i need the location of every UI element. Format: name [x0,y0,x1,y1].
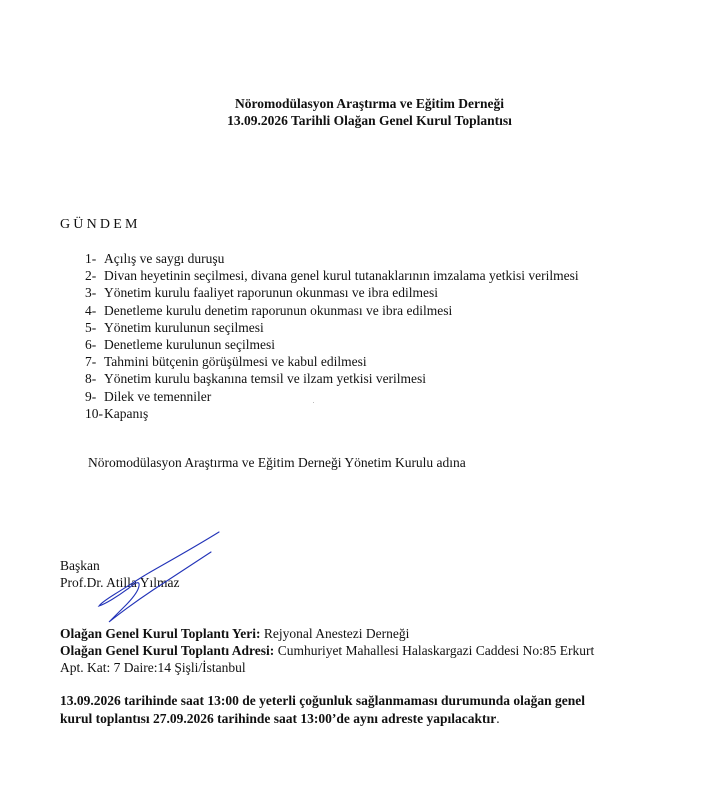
agenda-item [85,267,579,284]
agenda-item-text: Denetleme kurulu denetim raporunun okunması ve ibra edilmesi [104,302,453,318]
meeting-location-block [60,625,660,676]
signatory-name: Prof.Dr. Atilla Yılmaz [60,575,180,590]
meeting-address-label: Olağan Genel Kurul Toplantı Adresi: [60,643,275,658]
agenda-item-text: Kapanış [104,405,149,421]
quorum-notice-line2: kurul toplantısı 27.09.2026 tarihinde saat 13:00’de aynı adreste yapılacaktır [60,710,497,726]
agenda-item-number: 2- [85,268,97,284]
signatory-role: Başkan [60,558,100,573]
agenda-item-text: Yönetim kurulunun seçilmesi [104,319,264,335]
agenda-item [85,353,579,370]
quorum-notice [60,692,670,727]
agenda-item [85,405,579,422]
agenda-item [85,302,579,319]
agenda-item [85,336,579,353]
scan-speck [313,402,314,403]
agenda-item [85,250,579,267]
signature-stroke [99,532,219,622]
agenda-item-number: 3- [85,285,97,301]
agenda-item-text: Tahmini bütçenin görüşülmesi ve kabul edilmesi [104,354,367,370]
agenda-item-text: Dilek ve temenniler [104,388,212,404]
agenda-item [85,388,579,405]
agenda-item-number: 6- [85,336,97,352]
agenda-item [85,319,579,336]
board-signature-line: Nöromodülasyon Araştırma ve Eğitim Derneği Yönetim Kurulu adına [88,455,466,470]
agenda-item-text: Denetleme kurulunun seçilmesi [104,336,275,352]
agenda-item-number: 10- [85,405,103,421]
agenda-item [85,284,579,301]
agenda-item-number: 4- [85,302,97,318]
agenda-item-number: 1- [85,251,97,266]
agenda-item-number: 7- [85,354,97,370]
agenda-heading: GÜNDEM [60,217,141,232]
agenda-item-text: Yönetim kurulu başkanına temsil ve ilzam yetkisi verilmesi [104,371,427,387]
quorum-notice-period: . [496,710,500,726]
agenda-item-number: 8- [85,371,97,387]
quorum-notice-line1: 13.09.2026 tarihinde saat 13:00 de yeterli çoğunluk sağlanmaması durumunda olağan genel [60,693,586,708]
meeting-address-value: Cumhuriyet Mahallesi Halaskargazi Caddesi No:85 Erkurt [277,643,595,658]
agenda-list [85,250,579,422]
agenda-item-number: 9- [85,388,97,404]
document-title-association: Nöromodülasyon Araştırma ve Eğitim Derneği [235,96,504,111]
meeting-place-label: Olağan Genel Kurul Toplantı Yeri: [60,626,261,641]
meeting-address-line2: Apt. Kat: 7 Daire:14 Şişli/İstanbul [60,660,246,675]
meeting-place-value: Rejyonal Anestezi Derneği [263,626,410,641]
agenda-item-number: 5- [85,319,97,335]
handwritten-signature [95,528,230,628]
agenda-item-text: Divan heyetinin seçilmesi, divana genel kurul tutanaklarının imzalama yetkisi verilmesi [104,268,579,284]
agenda-item-text: Yönetim kurulu faaliyet raporunun okunması ve ibra edilmesi [104,285,439,301]
agenda-item [85,370,579,387]
agenda-item-text: Açılış ve saygı duruşu [104,251,225,266]
document-title-meeting: 13.09.2026 Tarihli Olağan Genel Kurul Toplantısı [227,113,512,128]
